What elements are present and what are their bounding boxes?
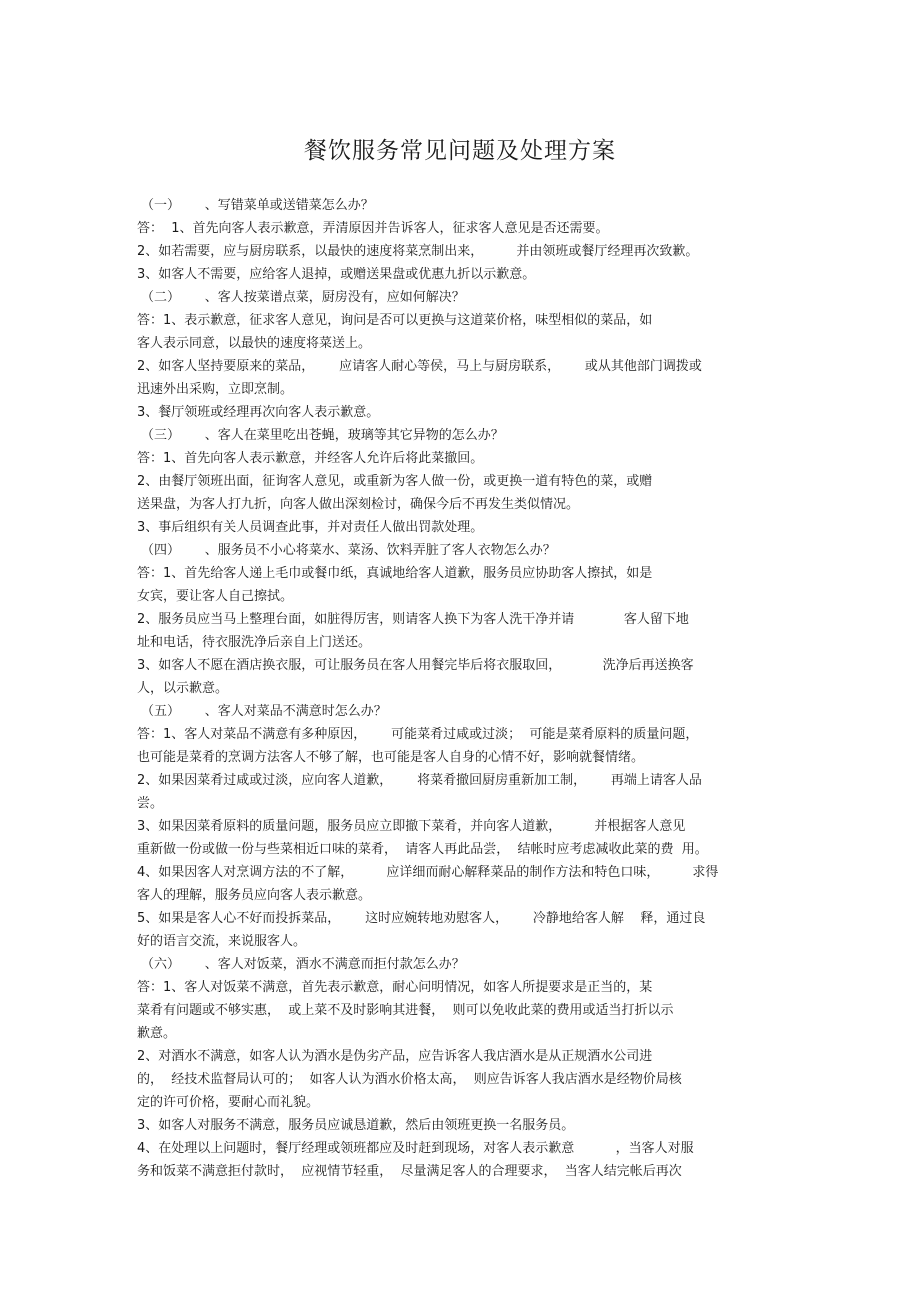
text-line: 定的许可价格，要耐心而礼貌。 [137,1095,320,1110]
text-line: 人，以示歉意。 [137,681,229,696]
section-heading: （六） 、客人对饭菜，酒水不满意而拒付款怎么办？ [141,957,465,972]
text-line: 3、如果因菜肴原料的质量问题，服务员应立即撤下菜肴，并向客人道歉， 并根据客人意见 [137,819,686,834]
text-line: 3、如客人不愿在酒店换衣服，可让服务员在客人用餐完毕后将衣服取回， 洗净后再送换客 [137,658,694,673]
text-line: 菜肴有问题或不够实惠， 或上菜不及时影响其进餐， 则可以免收此菜的费用或适当打折以示 [137,1003,674,1018]
text-line: 客人的理解，服务员应向客人表示歉意。 [137,888,372,903]
text-line: 女宾，要让客人自己擦拭。 [137,589,294,604]
text-line: 迅速外出采购，立即烹制。 [137,382,294,397]
text-line: 的， 经技术监督局认可的； 如客人认为酒水价格太高， 则应告诉客人我店酒水是经物价局核 [137,1072,682,1087]
text-line: 4、如果因客人对烹调方法的不了解， 应详细而耐心解释菜品的制作方法和特色口味， 求得 [137,865,719,880]
text-line: 3、事后组织有关人员调查此事，并对责任人做出罚款处理。 [137,520,484,535]
text-line: 2、由餐厅领班出面，征询客人意见，或重新为客人做一份，或更换一道有特色的菜，或赠 [137,474,653,489]
text-line: 答： 1、首先向客人表示歉意，弄清原因并告诉客人，征求客人意见是否还需要。 [137,221,609,236]
text-line: 2、如果因菜肴过咸或过淡，应向客人道歉， 将菜肴撤回厨房重新加工制， 再端上请客人品 [137,773,702,788]
section-heading: （五） 、客人对菜品不满意时怎么办？ [141,704,387,719]
text-line: 送果盘，为客人打九折，向客人做出深刻检讨，确保今后不再发生类似情况。 [137,497,580,512]
section-heading: （二） 、客人按菜谱点菜，厨房没有，应如何解决？ [141,290,465,305]
text-line: 答：1、首先向客人表示歉意，并经客人允许后将此菜撤回。 [137,451,484,466]
text-line: 答：1、客人对菜品不满意有多种原因， 可能菜肴过咸或过淡； 可能是菜肴原料的质量问题， [137,727,699,742]
document-body [137,194,777,1183]
text-line: 2、对酒水不满意，如客人认为酒水是伪劣产品，应告诉客人我店酒水是从正规酒水公司进 [137,1049,653,1064]
text-line: 3、如客人对服务不满意，服务员应诚恳道歉，然后由领班更换一名服务员。 [137,1118,575,1133]
text-line: 尝。 [137,796,164,811]
text-line: 3、餐厅领班或经理再次向客人表示歉意。 [137,405,380,420]
text-line: 务和饭菜不满意拒付款时， 应视情节轻重， 尽量满足客人的合理要求， 当客人结完帐后再次 [137,1164,682,1179]
text-line: 2、如客人坚持要原来的菜品， 应请客人耐心等侯，马上与厨房联系， 或从其他部门调拨或 [137,359,702,374]
text-line: 重新做一份或做一份与些菜相近口味的菜肴， 请客人再此品尝， 结帐时应考虑减收此菜的费 用。 [137,842,708,857]
text-line: 也可能是菜肴的烹调方法客人不够了解，也可能是客人自身的心情不好，影响就餐情绪。 [137,750,645,765]
text-line: 客人表示同意，以最快的速度将菜送上。 [137,336,372,351]
text-line: 4、在处理以上问题时，餐厅经理或领班都应及时赶到现场，对客人表示歉意 ，当客人对服 [137,1141,694,1156]
text-line: 答：1、表示歉意，征求客人意见，询问是否可以更换与这道菜价格，味型相似的菜品，如 [137,313,653,328]
text-line: 址和电话，待衣服洗净后亲自上门送还。 [137,635,372,650]
document-title: 餐饮服务常见问题及处理方案 [304,138,616,164]
text-line: 好的语言交流，来说服客人。 [137,934,307,949]
section-heading: （一） 、写错菜单或送错菜怎么办？ [141,198,374,213]
text-line: 歉意。 [137,1026,177,1041]
section-heading: （四） 、服务员不小心将菜水、菜汤、饮料弄脏了客人衣物怎么办？ [141,543,556,558]
text-line: 2、服务员应当马上整理台面，如脏得厉害，则请客人换下为客人洗干净并请 客人留下地 [137,612,689,627]
text-line: 答：1、客人对饭菜不满意，首先表示歉意，耐心问明情况，如客人所提要求是正当的，某 [137,980,653,995]
text-line: 答：1、首先给客人递上毛巾或餐巾纸，真诚地给客人道歉，服务员应协助客人擦拭，如是 [137,566,653,581]
text-line: 3、如客人不需要，应给客人退掉，或赠送果盘或优惠九折以示歉意。 [137,267,536,282]
text-line: 5、如果是客人心不好而投拆菜品， 这时应婉转地劝慰客人， 冷静地给客人解 释，通过良 [137,911,706,926]
section-heading: （三） 、客人在菜里吃出苍蝇，玻璃等其它异物的怎么办？ [141,428,504,443]
text-line: 2、如若需要，应与厨房联系，以最快的速度将菜烹制出来， 并由领班或餐厅经理再次致歉。 [137,244,699,259]
